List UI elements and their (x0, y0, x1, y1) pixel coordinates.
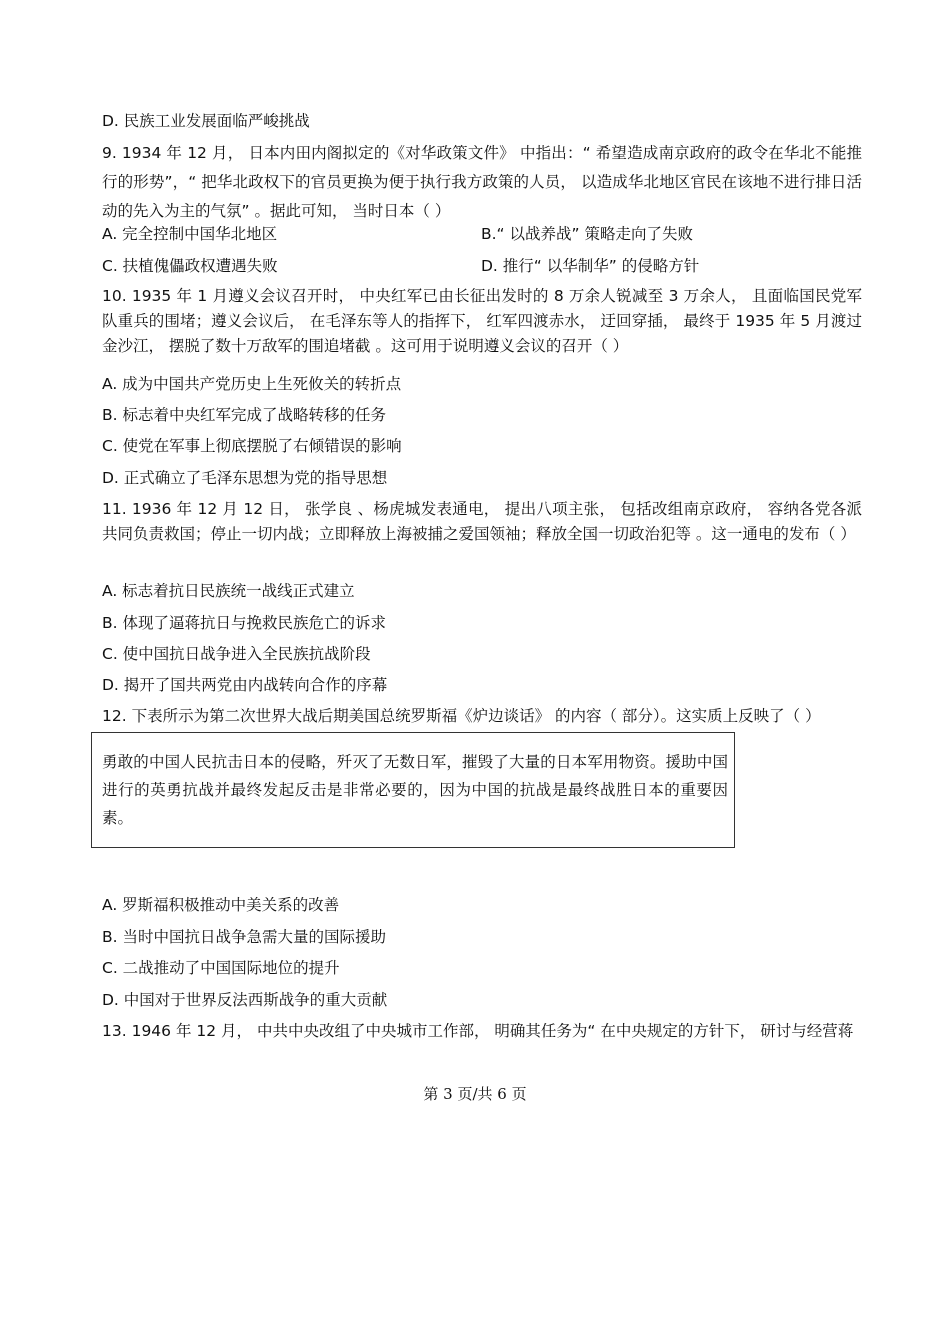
q10-option-a: A. 成为中国共产党历史上生死攸关的转折点 (102, 375, 402, 393)
q10-option-c: C. 使党在军事上彻底摆脱了右倾错误的影响 (102, 437, 402, 455)
q8-option-d: D. 民族工业发展面临严峻挑战 (102, 112, 310, 130)
q10-stem: 10. 1935 年 1 月遵义会议召开时， 中央红军已由长征出发时的 8 万余人锐减至 3 万余人， 且面临国民党军队重兵的围堵；遵义会议后， 在毛泽东等人的指挥下， 红军四渡赤水， 迂回穿插， 最终于 1935 年 5 月渡过金沙江， 摆脱了数十万敌军的围追堵截 。这可用于说明遵义会议的召开（ ） (102, 287, 862, 355)
q11-option-d: D. 揭开了国共两党由内战转向合作的序幕 (102, 676, 388, 694)
q12-stem: 12. 下表所示为第二次世界大战后期美国总统罗斯福《炉边谈话》 的内容（ 部分）。这实质上反映了（ ） (102, 707, 821, 725)
q12-option-c: C. 二战推动了中国国际地位的提升 (102, 959, 340, 977)
q10-option-b: B. 标志着中央红军完成了战略转移的任务 (102, 406, 386, 424)
q9-option-b: B.“ 以战养战” 策略走向了失败 (481, 225, 693, 243)
q12-option-a: A. 罗斯福积极推动中美关系的改善 (102, 896, 340, 914)
quote-text: 勇敢的中国人民抗击日本的侵略，歼灭了无数日军，摧毁了大量的日本军用物资。援助中国进行的英勇抗战并最终发起反击是非常必要的，因为中国的抗战是最终战胜日本的重要因素。 (102, 753, 728, 827)
q11-stem: 11. 1936 年 12 月 12 日， 张学良 、杨虎城发表通电， 提出八项主张， 包括改组南京政府， 容纳各党各派共同负责救国；停止一切内战；立即释放上海被捕之爱国领袖；释放全国一切政治犯等 。这一通电的发布（ ） (102, 500, 862, 543)
q9-option-d: D. 推行“ 以华制华” 的侵略方针 (481, 257, 700, 275)
page-footer: 第 3 页/共 6 页 (423, 1085, 527, 1103)
q10-option-d: D. 正式确立了毛泽东思想为党的指导思想 (102, 469, 388, 487)
q11-option-a: A. 标志着抗日民族统一战线正式建立 (102, 582, 355, 600)
q9-option-c: C. 扶植傀儡政权遭遇失败 (102, 257, 278, 275)
q11-option-c: C. 使中国抗日战争进入全民族抗战阶段 (102, 645, 371, 663)
q11-option-b: B. 体现了逼蒋抗日与挽救民族危亡的诉求 (102, 614, 386, 632)
q12-option-d: D. 中国对于世界反法西斯战争的重大贡献 (102, 991, 388, 1009)
q13-stem: 13. 1946 年 12 月， 中共中央改组了中央城市工作部， 明确其任务为“ 在中央规定的方针下， 研讨与经营蒋 (102, 1022, 854, 1040)
q12-option-b: B. 当时中国抗日战争急需大量的国际援助 (102, 928, 386, 946)
q9-stem: 9. 1934 年 12 月， 日本内田内阁拟定的《对华政策文件》 中指出：“ 希望造成南京政府的政令在华北不能推行的形势”，“ 把华北政权下的官员更换为便于执行我方政策的人员， 以造成华北地区官民在该地不进行排日活动的先入为主的气氛” 。据此可知， 当时日本（ ） (102, 144, 862, 220)
q9-option-a: A. 完全控制中国华北地区 (102, 225, 278, 243)
